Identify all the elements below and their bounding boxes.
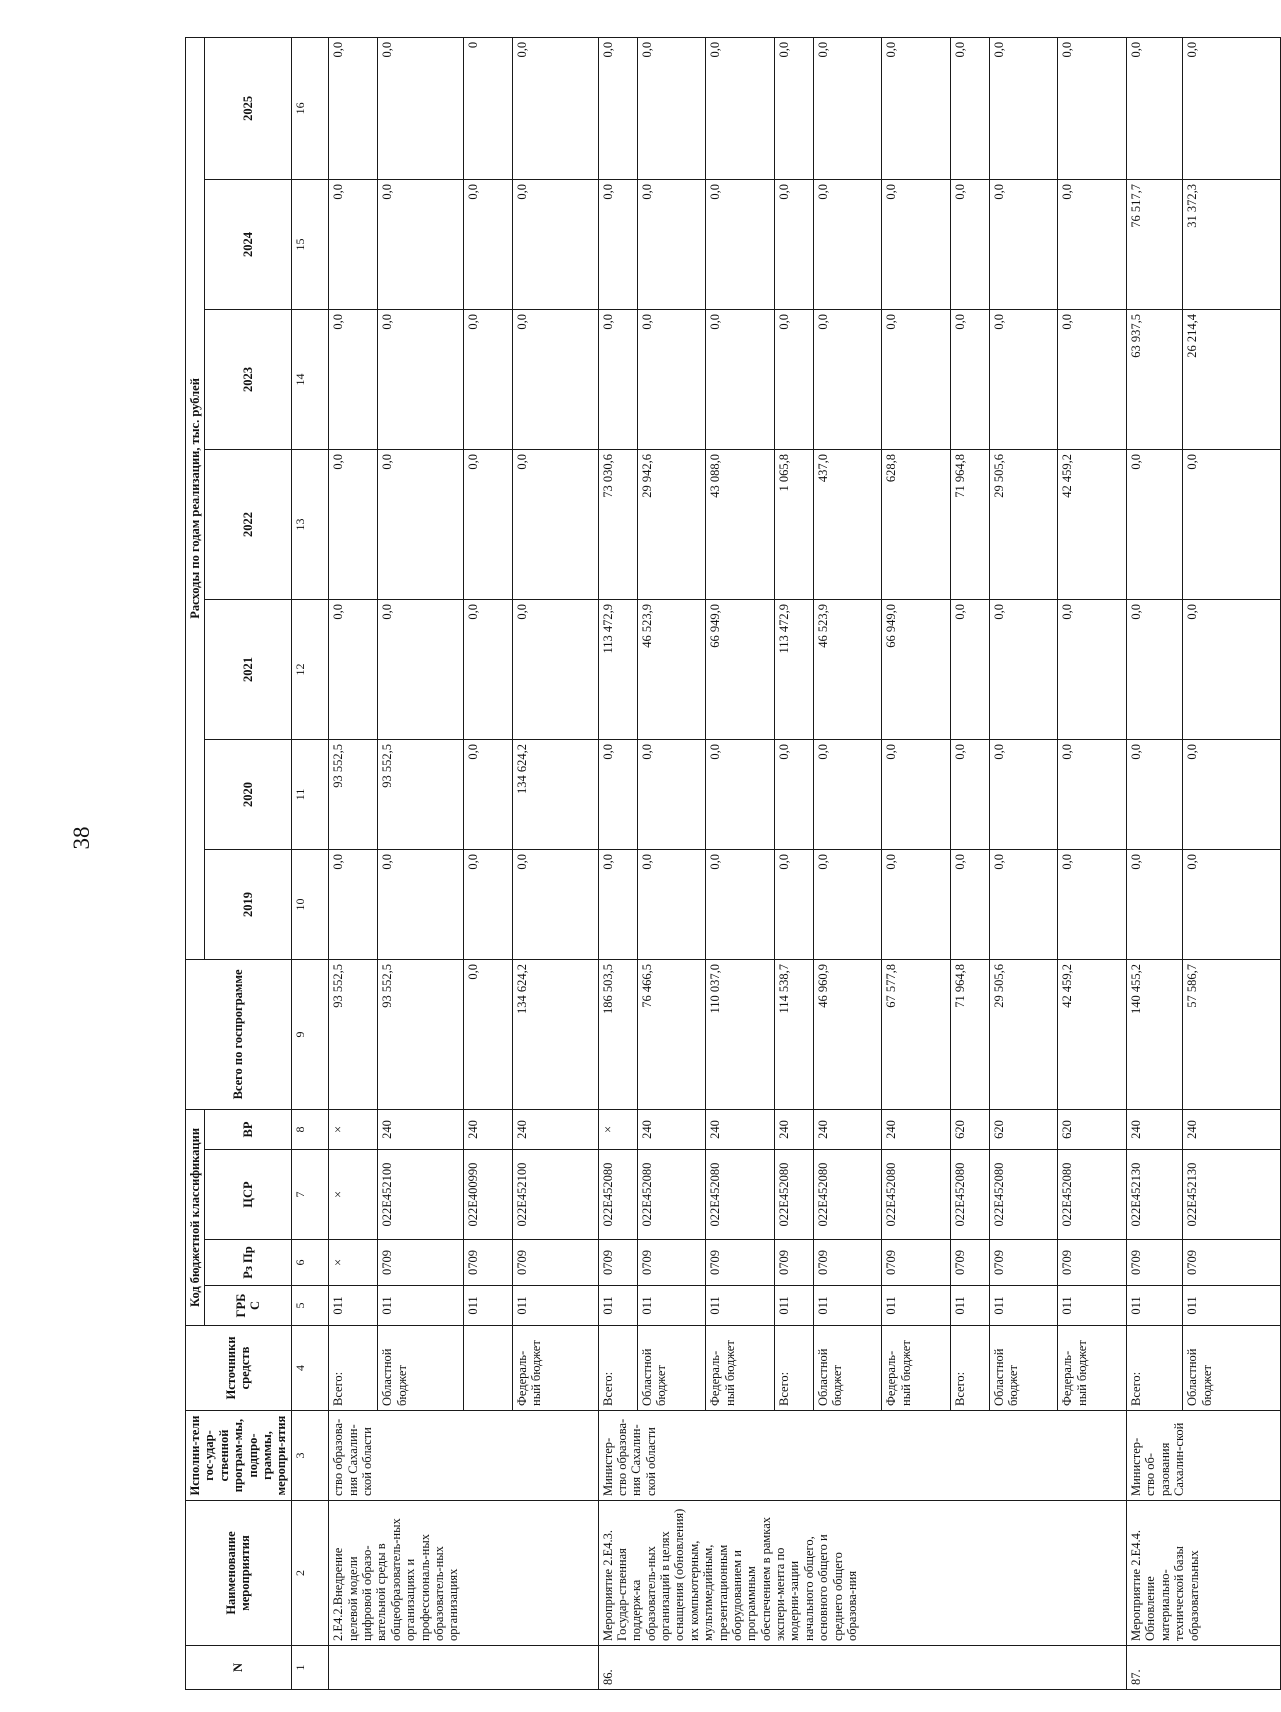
year-amount-2019: 0,0 [637, 849, 705, 959]
year-amount-2025: 0,0 [882, 37, 950, 179]
rzpr-code: 0709 [882, 1240, 950, 1286]
year-amount-2020: 0,0 [598, 739, 637, 849]
column-index-cell: 15 [291, 179, 329, 309]
year-amount-2021: 66 949,0 [882, 599, 950, 739]
funding-source: Областной бюджет [637, 1326, 705, 1411]
table-row [329, 37, 378, 1689]
rzpr-code: 0709 [637, 1240, 705, 1286]
year-amount-2023: 0,0 [378, 309, 464, 449]
grbs-code: 011 [598, 1286, 637, 1326]
year-amount-2022: 628,8 [882, 449, 950, 599]
rzpr-code: 0709 [463, 1240, 512, 1286]
total-amount: 93 552,5 [329, 959, 378, 1109]
year-amount-2023: 63 937,5 [1127, 309, 1183, 449]
vr-code: × [329, 1109, 378, 1149]
vr-code: 240 [1183, 1109, 1281, 1149]
total-amount: 93 552,5 [378, 959, 464, 1109]
year-amount-2019: 0,0 [598, 849, 637, 959]
rzpr-code: 0709 [989, 1240, 1057, 1286]
year-amount-2023: 0,0 [1058, 309, 1127, 449]
csr-code: 022Е452080 [706, 1150, 774, 1240]
grbs-code: 011 [813, 1286, 881, 1326]
rzpr-code: 0709 [512, 1240, 598, 1286]
funding-source: Федераль-ный бюджет [512, 1326, 598, 1411]
year-amount-2020: 0,0 [950, 739, 989, 849]
year-amount-2025: 0,0 [378, 37, 464, 179]
year-amount-2022: 0,0 [463, 449, 512, 599]
column-index-cell: 16 [291, 37, 329, 179]
year-amount-2024: 0,0 [950, 179, 989, 309]
grbs-code: 011 [329, 1286, 378, 1326]
funding-source: Федераль-ный бюджет [1058, 1326, 1127, 1411]
grbs-code: 011 [1183, 1286, 1281, 1326]
csr-code: 022Е452100 [378, 1150, 464, 1240]
executor: ство образова-ния Сахалин-ской области [329, 1411, 598, 1501]
vr-code: 240 [882, 1109, 950, 1149]
header-rzpr: Рз Пр [205, 1240, 291, 1286]
year-amount-2021: 0,0 [1183, 599, 1281, 739]
csr-code: 022Е452080 [989, 1150, 1057, 1240]
rzpr-code: 0709 [950, 1240, 989, 1286]
year-amount-2023: 26 214,4 [1183, 309, 1281, 449]
year-amount-2022: 1 065,8 [774, 449, 813, 599]
funding-source: Всего: [598, 1326, 637, 1411]
year-amount-2025: 0,0 [1183, 37, 1281, 179]
grbs-code: 011 [882, 1286, 950, 1326]
year-amount-2025: 0,0 [1127, 37, 1183, 179]
year-amount-2025: 0,0 [774, 37, 813, 179]
year-amount-2024: 0,0 [813, 179, 881, 309]
year-amount-2024: 0,0 [637, 179, 705, 309]
year-amount-2020: 0,0 [882, 739, 950, 849]
year-amount-2021: 46 523,9 [637, 599, 705, 739]
header-year-2019: 2019 [205, 849, 291, 959]
column-index-cell: 11 [291, 739, 329, 849]
year-amount-2024: 0,0 [598, 179, 637, 309]
column-index-cell: 7 [291, 1150, 329, 1240]
total-amount: 76 466,5 [637, 959, 705, 1109]
year-amount-2024: 31 372,3 [1183, 179, 1281, 309]
column-index-cell: 3 [291, 1411, 329, 1501]
year-amount-2022: 0,0 [1183, 449, 1281, 599]
year-amount-2020: 0,0 [463, 739, 512, 849]
year-amount-2019: 0,0 [378, 849, 464, 959]
executor: Министер-ство образова-ния Сахалин-ской области [598, 1411, 1127, 1501]
vr-code: 620 [950, 1109, 989, 1149]
column-index-cell: 6 [291, 1240, 329, 1286]
column-index-cell: 4 [291, 1326, 329, 1411]
year-amount-2024: 0,0 [774, 179, 813, 309]
year-amount-2023: 0,0 [774, 309, 813, 449]
total-amount: 29 505,6 [989, 959, 1057, 1109]
year-amount-2025: 0,0 [598, 37, 637, 179]
measure-name: Мероприятие 2.Е4.4. Обновление материально-технической базы образовательных [1127, 1501, 1281, 1646]
grbs-code: 011 [637, 1286, 705, 1326]
funding-source: Всего: [329, 1326, 378, 1411]
funding-source: Всего: [1127, 1326, 1183, 1411]
vr-code: 620 [989, 1109, 1057, 1149]
column-index-cell: 5 [291, 1286, 329, 1326]
year-amount-2023: 0,0 [882, 309, 950, 449]
grbs-code: 011 [989, 1286, 1057, 1326]
year-amount-2024: 0,0 [329, 179, 378, 309]
year-amount-2022: 42 459,2 [1058, 449, 1127, 599]
csr-code: 022Е452080 [774, 1150, 813, 1240]
grbs-code: 011 [774, 1286, 813, 1326]
year-amount-2021: 46 523,9 [813, 599, 881, 739]
page-number: 38 [69, 826, 94, 850]
year-amount-2021: 0,0 [512, 599, 598, 739]
budget-table [185, 37, 1281, 1690]
year-amount-2025: 0,0 [637, 37, 705, 179]
year-amount-2019: 0,0 [463, 849, 512, 959]
header-grbs: ГРБ С [205, 1286, 291, 1326]
year-amount-2021: 0,0 [950, 599, 989, 739]
year-amount-2023: 0,0 [813, 309, 881, 449]
funding-source: Федераль-ный бюджет [882, 1326, 950, 1411]
funding-source: Областной бюджет [813, 1326, 881, 1411]
year-amount-2025: 0 [463, 37, 512, 179]
csr-code: × [329, 1150, 378, 1240]
funding-source: Областной бюджет [989, 1326, 1057, 1411]
funding-source: Областной бюджет [378, 1326, 464, 1411]
funding-source [463, 1326, 512, 1411]
funding-source: Федераль-ный бюджет [706, 1326, 774, 1411]
vr-code: 240 [378, 1109, 464, 1149]
year-amount-2019: 0,0 [512, 849, 598, 959]
table-row [1127, 37, 1183, 1689]
total-amount: 134 624,2 [512, 959, 598, 1109]
table-body [291, 37, 1281, 1689]
year-amount-2022: 43 088,0 [706, 449, 774, 599]
year-amount-2020: 0,0 [989, 739, 1057, 849]
year-amount-2025: 0,0 [950, 37, 989, 179]
header-expenses: Расходы по годам реализации, тыс. рублей [186, 37, 205, 959]
grbs-code: 011 [1058, 1286, 1127, 1326]
year-amount-2024: 0,0 [1058, 179, 1127, 309]
year-amount-2021: 113 472,9 [774, 599, 813, 739]
header-year-2022: 2022 [205, 449, 291, 599]
total-amount: 42 459,2 [1058, 959, 1127, 1109]
year-amount-2022: 29 505,6 [989, 449, 1057, 599]
funding-source: Всего: [950, 1326, 989, 1411]
vr-code: 240 [774, 1109, 813, 1149]
total-amount: 67 577,8 [882, 959, 950, 1109]
column-index-row [291, 37, 329, 1689]
vr-code: 240 [1127, 1109, 1183, 1149]
vr-code: 620 [1058, 1109, 1127, 1149]
year-amount-2022: 0,0 [329, 449, 378, 599]
year-amount-2021: 0,0 [1127, 599, 1183, 739]
header-budget-code: Код бюджетной классификации [186, 1109, 205, 1325]
year-amount-2025: 0,0 [989, 37, 1057, 179]
year-amount-2022: 71 964,8 [950, 449, 989, 599]
year-amount-2020: 93 552,5 [378, 739, 464, 849]
rzpr-code: 0709 [813, 1240, 881, 1286]
year-amount-2021: 66 949,0 [706, 599, 774, 739]
header-executors: Исполни-тели гос-удар-ственной програм-мы, подпро-граммы, меропри-ятия [186, 1411, 292, 1501]
header-name: Наименование мероприятия [186, 1501, 292, 1646]
year-amount-2020: 93 552,5 [329, 739, 378, 849]
total-amount: 110 037,0 [706, 959, 774, 1109]
table-row [598, 37, 637, 1689]
year-amount-2021: 0,0 [989, 599, 1057, 739]
year-amount-2019: 0,0 [329, 849, 378, 959]
year-amount-2024: 0,0 [989, 179, 1057, 309]
header-year-2025: 2025 [205, 37, 291, 179]
year-amount-2021: 0,0 [378, 599, 464, 739]
rzpr-code: 0709 [706, 1240, 774, 1286]
grbs-code: 011 [463, 1286, 512, 1326]
year-amount-2019: 0,0 [774, 849, 813, 959]
funding-source: Областной бюджет [1183, 1326, 1281, 1411]
csr-code: 022Е400990 [463, 1150, 512, 1240]
year-amount-2024: 0,0 [463, 179, 512, 309]
year-amount-2022: 0,0 [1127, 449, 1183, 599]
year-amount-2019: 0,0 [882, 849, 950, 959]
year-amount-2025: 0,0 [813, 37, 881, 179]
grbs-code: 011 [512, 1286, 598, 1326]
row-number: 86. [598, 1646, 1127, 1690]
column-index-cell: 9 [291, 959, 329, 1109]
year-amount-2023: 0,0 [950, 309, 989, 449]
csr-code: 022Е452130 [1127, 1150, 1183, 1240]
total-amount: 57 586,7 [1183, 959, 1281, 1109]
vr-code: 240 [706, 1109, 774, 1149]
csr-code: 022Е452080 [882, 1150, 950, 1240]
grbs-code: 011 [378, 1286, 464, 1326]
year-amount-2022: 0,0 [378, 449, 464, 599]
row-number: 87. [1127, 1646, 1281, 1690]
csr-code: 022Е452080 [1058, 1150, 1127, 1240]
year-amount-2025: 0,0 [512, 37, 598, 179]
year-amount-2023: 0,0 [598, 309, 637, 449]
year-amount-2021: 0,0 [329, 599, 378, 739]
csr-code: 022Е452080 [950, 1150, 989, 1240]
column-index-cell: 2 [291, 1501, 329, 1646]
year-amount-2020: 0,0 [706, 739, 774, 849]
year-amount-2019: 0,0 [813, 849, 881, 959]
year-amount-2024: 0,0 [882, 179, 950, 309]
year-amount-2022: 0,0 [512, 449, 598, 599]
column-index-cell: 10 [291, 849, 329, 959]
header-n: N [186, 1646, 292, 1690]
year-amount-2025: 0,0 [329, 37, 378, 179]
header-year-2023: 2023 [205, 309, 291, 449]
vr-code: 240 [463, 1109, 512, 1149]
executor: Министер-ство об-разования Сахалин-ской [1127, 1411, 1281, 1501]
csr-code: 022Е452080 [598, 1150, 637, 1240]
year-amount-2025: 0,0 [706, 37, 774, 179]
year-amount-2023: 0,0 [329, 309, 378, 449]
csr-code: 022Е452080 [637, 1150, 705, 1240]
year-amount-2019: 0,0 [706, 849, 774, 959]
funding-source: Всего: [774, 1326, 813, 1411]
budget-table-sheet [185, 38, 1214, 1690]
year-amount-2019: 0,0 [1058, 849, 1127, 959]
year-amount-2020: 0,0 [637, 739, 705, 849]
year-amount-2019: 0,0 [950, 849, 989, 959]
vr-code: 240 [813, 1109, 881, 1149]
year-amount-2020: 0,0 [1183, 739, 1281, 849]
year-amount-2023: 0,0 [706, 309, 774, 449]
header-year-2020: 2020 [205, 739, 291, 849]
total-amount: 0,0 [463, 959, 512, 1109]
table-header [186, 37, 292, 1689]
rzpr-code: 0709 [1058, 1240, 1127, 1286]
year-amount-2022: 29 942,6 [637, 449, 705, 599]
total-amount: 186 503,5 [598, 959, 637, 1109]
year-amount-2025: 0,0 [1058, 37, 1127, 179]
rzpr-code: × [329, 1240, 378, 1286]
header-sources: Источники средств [186, 1326, 292, 1411]
csr-code: 022Е452100 [512, 1150, 598, 1240]
year-amount-2023: 0,0 [463, 309, 512, 449]
year-amount-2019: 0,0 [1127, 849, 1183, 959]
column-index-cell: 13 [291, 449, 329, 599]
year-amount-2019: 0,0 [1183, 849, 1281, 959]
rzpr-code: 0709 [378, 1240, 464, 1286]
header-year-2021: 2021 [205, 599, 291, 739]
vr-code: 240 [512, 1109, 598, 1149]
year-amount-2023: 0,0 [512, 309, 598, 449]
year-amount-2023: 0,0 [637, 309, 705, 449]
row-number [329, 1646, 598, 1690]
csr-code: 022Е452080 [813, 1150, 881, 1240]
vr-code: 240 [637, 1109, 705, 1149]
year-amount-2022: 437,0 [813, 449, 881, 599]
header-year-2024: 2024 [205, 179, 291, 309]
column-index-cell: 8 [291, 1109, 329, 1149]
year-amount-2019: 0,0 [989, 849, 1057, 959]
year-amount-2020: 0,0 [1127, 739, 1183, 849]
year-amount-2024: 0,0 [512, 179, 598, 309]
rzpr-code: 0709 [1183, 1240, 1281, 1286]
rzpr-code: 0709 [598, 1240, 637, 1286]
column-index-cell: 12 [291, 599, 329, 739]
measure-name: 2.Е4.2.Внедрение целевой модели цифровой образо-вательной среды в общеобразователь-ных организациях и профессиональ-ных образователь-ных организациях [329, 1501, 598, 1646]
total-amount: 46 960,9 [813, 959, 881, 1109]
year-amount-2021: 0,0 [1058, 599, 1127, 739]
year-amount-2020: 0,0 [813, 739, 881, 849]
year-amount-2020: 134 624,2 [512, 739, 598, 849]
grbs-code: 011 [1127, 1286, 1183, 1326]
header-csr: ЦСР [205, 1150, 291, 1240]
csr-code: 022Е452130 [1183, 1150, 1281, 1240]
header-total: Всего по госпрограмме [186, 959, 292, 1109]
year-amount-2020: 0,0 [774, 739, 813, 849]
grbs-code: 011 [706, 1286, 774, 1326]
total-amount: 71 964,8 [950, 959, 989, 1109]
rzpr-code: 0709 [774, 1240, 813, 1286]
column-index-cell: 1 [291, 1646, 329, 1690]
total-amount: 140 455,2 [1127, 959, 1183, 1109]
year-amount-2024: 0,0 [378, 179, 464, 309]
column-index-cell: 14 [291, 309, 329, 449]
year-amount-2024: 0,0 [706, 179, 774, 309]
year-amount-2021: 113 472,9 [598, 599, 637, 739]
total-amount: 114 538,7 [774, 959, 813, 1109]
year-amount-2020: 0,0 [1058, 739, 1127, 849]
measure-name: Мероприятие 2.Е4.3. Государ-ственная поддерж-ка образователь-ных организаций в целях оснащения (обновления) их компьютерным, мультимедийным, презентационным оборудованием и программным обеспечением в рамках экспери-мента по модерни-зации начального общего, основного общего и среднего общего образова-ния [598, 1501, 1127, 1646]
year-amount-2022: 73 030,6 [598, 449, 637, 599]
year-amount-2021: 0,0 [463, 599, 512, 739]
year-amount-2023: 0,0 [989, 309, 1057, 449]
grbs-code: 011 [950, 1286, 989, 1326]
year-amount-2024: 76 517,7 [1127, 179, 1183, 309]
vr-code: × [598, 1109, 637, 1149]
rzpr-code: 0709 [1127, 1240, 1183, 1286]
header-vr: ВР [205, 1109, 291, 1149]
